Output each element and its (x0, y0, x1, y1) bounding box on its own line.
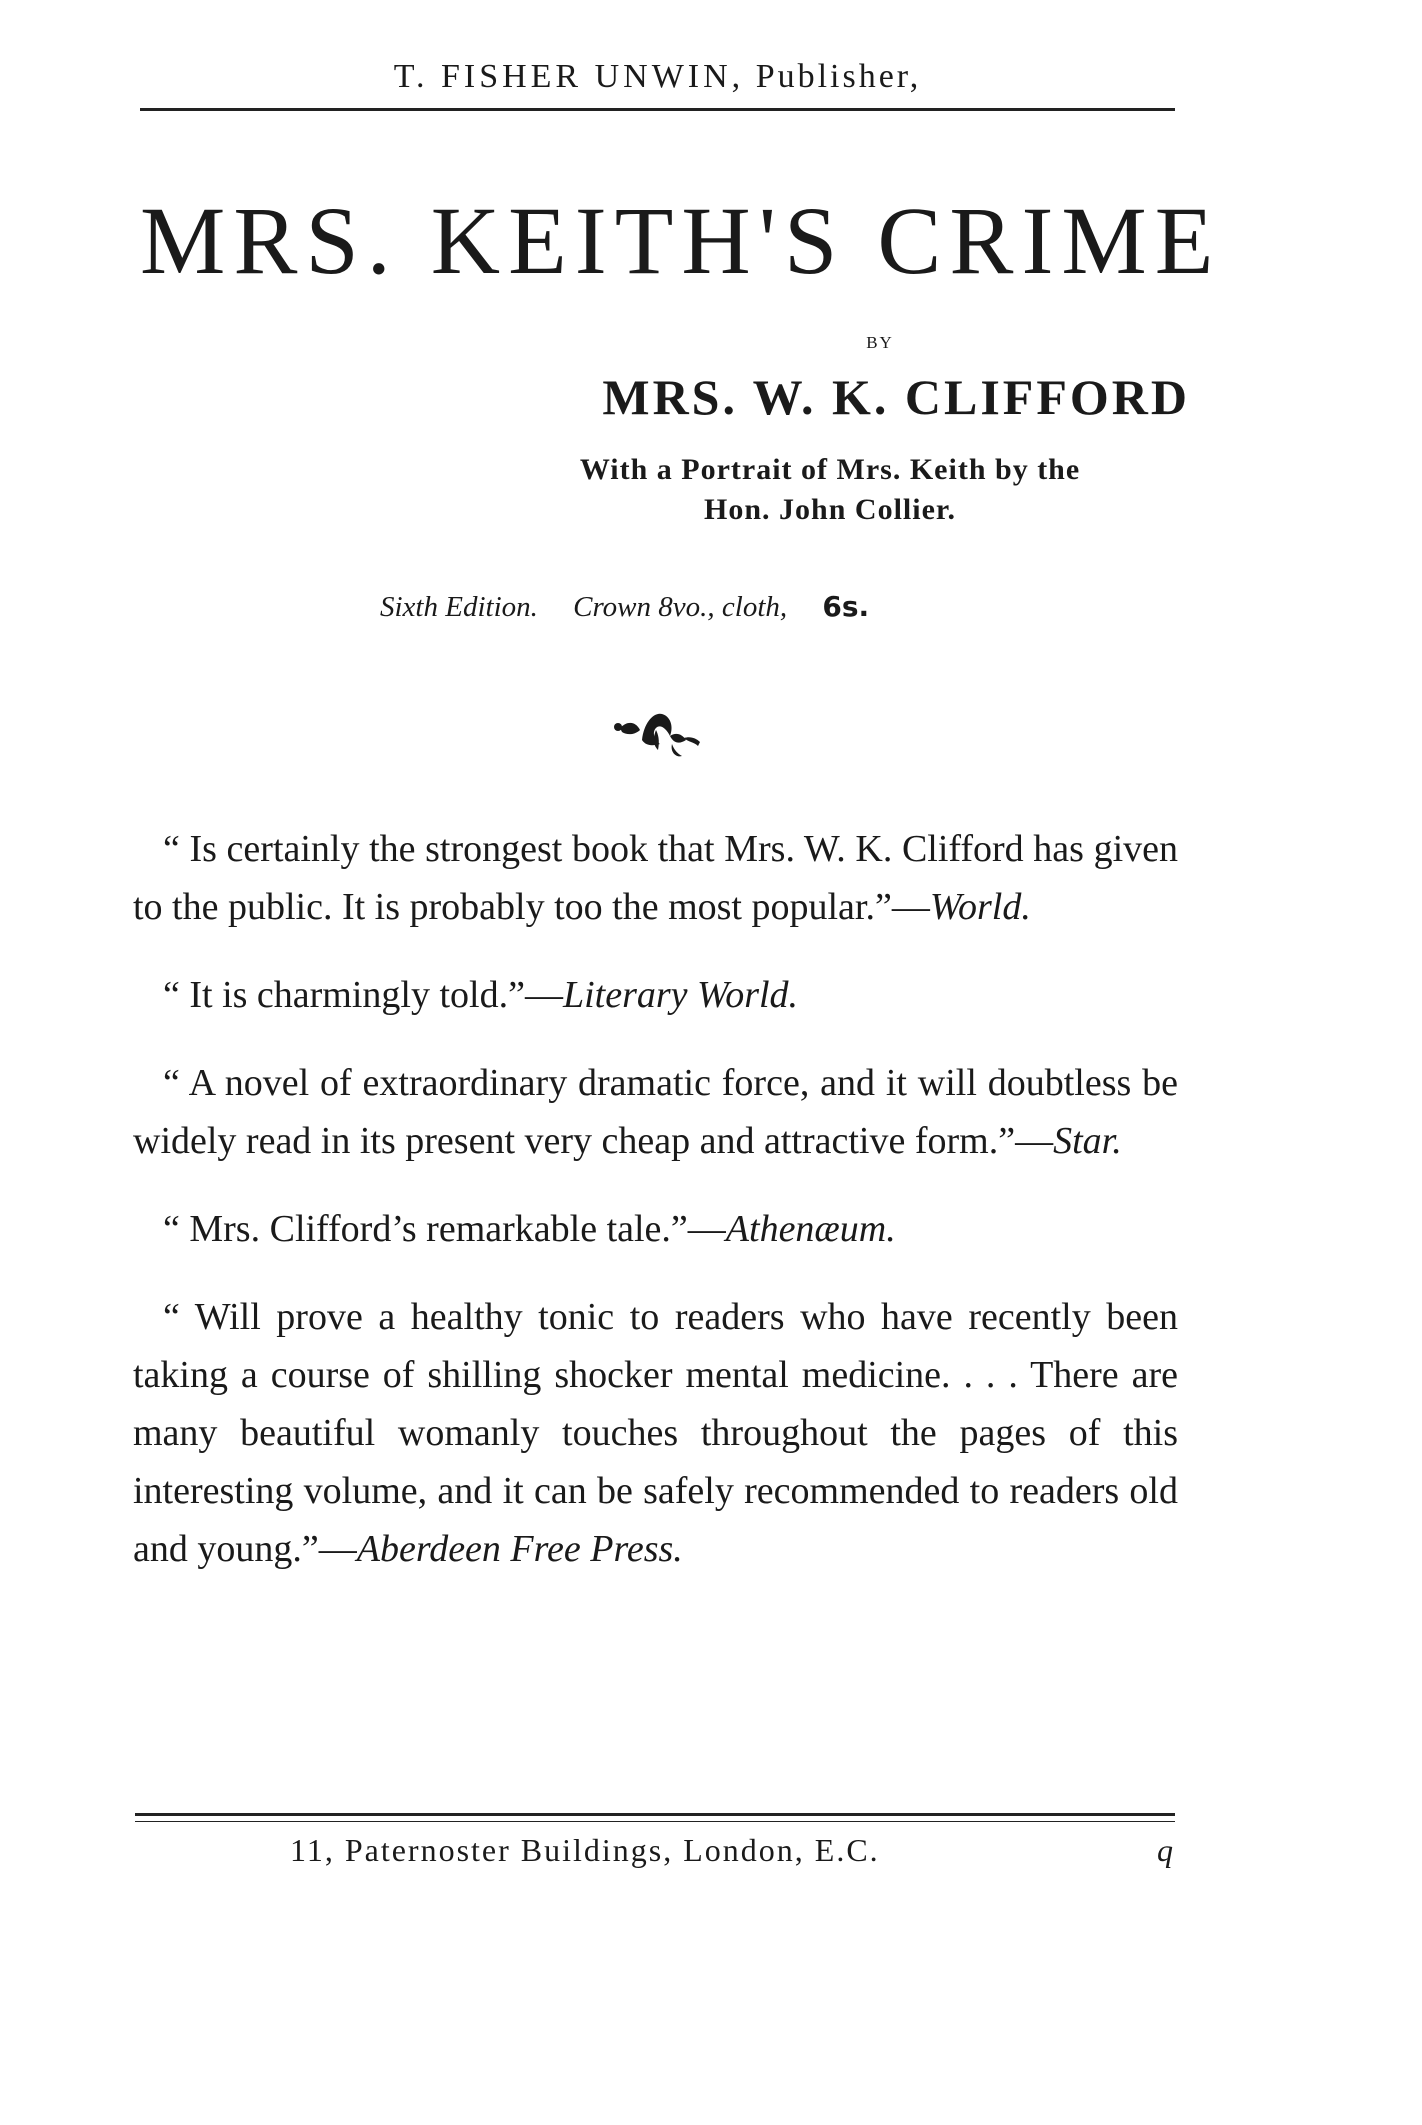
format-label: Crown 8vo., cloth, (573, 591, 788, 623)
review-quote: “ Will prove a healthy tonic to readers who have recently been taking a course of shilling shocker mental medicine. . . . There are many beautiful womanly touches throughout the pages of this interesting volume, and it can be safely recommended to readers old and young.”— (133, 1296, 1178, 1570)
floral-fleuron-icon (610, 700, 710, 760)
reviews-section (133, 820, 1178, 1608)
footer-rule-thin (135, 1821, 1175, 1822)
review-source: Literary World. (562, 974, 799, 1016)
header-rule (140, 108, 1175, 111)
review-aberdeen-free-press (133, 1288, 1178, 1578)
edition-line (380, 590, 1100, 624)
by-label: BY (866, 333, 894, 352)
review-athenaeum (133, 1200, 1178, 1258)
review-source: Star. (1053, 1120, 1122, 1162)
review-quote: “ A novel of extraordinary dramatic force, and it will doubtless be widely read in its present very cheap and attractive form.”— (133, 1062, 1178, 1162)
author-name: MRS. W. K. CLIFFORD (602, 369, 1190, 425)
review-source: World. (929, 886, 1031, 928)
portrait-note (500, 450, 1160, 530)
book-title: MRS. KEITH'S CRIME (140, 187, 1222, 294)
review-literary-world (133, 966, 1178, 1024)
review-quote: “ Mrs. Clifford’s remarkable tale.”— (163, 1208, 726, 1250)
review-world (133, 820, 1178, 936)
signature-mark: q (1157, 1832, 1175, 1868)
publisher-suffix: Publisher, (755, 58, 922, 95)
portrait-note-line1: With a Portrait of Mrs. Keith by the (579, 453, 1081, 486)
portrait-note-line2: Hon. John Collier. (704, 493, 956, 526)
edition-label: Sixth Edition. (380, 591, 538, 623)
page-footer (135, 1832, 1175, 1877)
footer-rule (135, 1813, 1175, 1816)
review-star (133, 1054, 1178, 1170)
publisher-header (140, 58, 1175, 96)
review-source: Athenæum. (725, 1208, 896, 1250)
price-label: 6s. (822, 590, 870, 623)
review-quote: “ Is certainly the strongest book that Mrs. W. K. Clifford has given to the public. It is probably too the most popular.”— (133, 828, 1178, 928)
publisher-address: 11, Paternoster Buildings, London, E.C. (290, 1832, 880, 1868)
publisher-name: T. FISHER UNWIN, (393, 58, 745, 95)
review-quote: “ It is charmingly told.”— (163, 974, 563, 1016)
review-source: Aberdeen Free Press. (356, 1528, 683, 1570)
